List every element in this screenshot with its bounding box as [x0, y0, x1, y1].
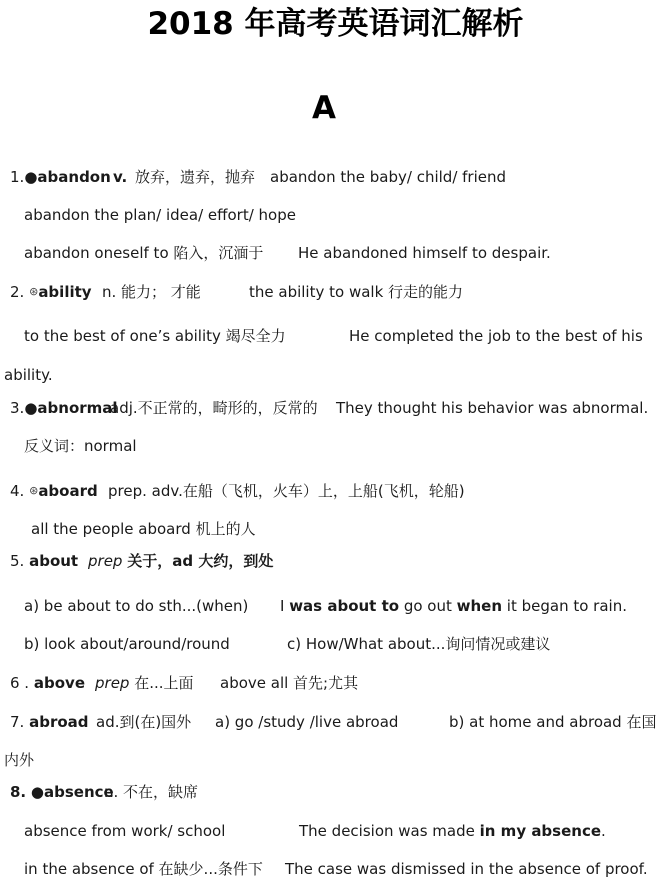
- part-of-speech: prep: [88, 552, 123, 570]
- entry-abnormal: [10, 399, 118, 417]
- antonym: 反义词：normal: [24, 437, 137, 455]
- entry-number: 6 .: [10, 674, 30, 692]
- meaning: 放弃，遗弃，抛弃: [135, 168, 256, 186]
- meaning: ad.到(在)国外: [96, 713, 192, 731]
- entry-above: [10, 674, 85, 692]
- headword: aboard: [38, 482, 98, 500]
- example-sentence: [299, 822, 606, 840]
- headword: abandon: [37, 168, 111, 186]
- usage-c: c) How/What about...询问情况或建议: [287, 635, 551, 653]
- meaning: prep. adv.在船（飞机，火车）上，上船(飞机，轮船): [108, 482, 465, 500]
- sentence-emphasis: in my absence: [479, 822, 602, 840]
- entry-number: 3.: [10, 399, 25, 417]
- phrase: above all 首先;尤其: [220, 674, 359, 692]
- headword: about: [29, 552, 79, 570]
- entry-number: 5.: [10, 552, 25, 570]
- meaning: adj.不正常的，畸形的，反常的: [110, 399, 318, 417]
- usage-a: a) go /study /live abroad: [215, 713, 399, 731]
- usage-b: b) look about/around/round: [24, 635, 230, 653]
- entry-ability: [10, 283, 92, 301]
- example-sentence: He completed the job to the best of his: [349, 327, 643, 345]
- entry-abroad: [10, 713, 89, 731]
- entry-about: [10, 552, 78, 570]
- meaning-text: 在...上面: [134, 674, 194, 692]
- bullet-icon: ●: [30, 783, 45, 801]
- phrase: in the absence of 在缺少...条件下: [24, 860, 263, 878]
- usage-b-cont: 内外: [4, 751, 35, 769]
- entry-number: 8.: [10, 783, 27, 801]
- example: abandon the plan/ idea/ effort/ hope: [24, 206, 296, 224]
- example-sentence: [280, 597, 627, 615]
- sentence-part: go out: [399, 597, 457, 615]
- sentence-part: The decision was made: [299, 822, 480, 840]
- headword: abnormal: [37, 399, 118, 417]
- phrase: abandon oneself to 陷入，沉湎于: [24, 244, 264, 262]
- bullet-icon: ●: [24, 399, 38, 417]
- sentence-part: it began to rain.: [502, 597, 627, 615]
- sentence-emphasis: when: [456, 597, 503, 615]
- part-of-speech: prep: [95, 674, 130, 692]
- meaning-text: 关于，ad 大约，到处: [127, 552, 274, 570]
- entry-absence: [10, 783, 114, 801]
- example: absence from work/ school: [24, 822, 226, 840]
- entry-abandon: [10, 168, 111, 186]
- entry-number: 4.: [10, 482, 25, 500]
- usage-a: a) be about to do sth...(when): [24, 597, 249, 615]
- part-of-speech: v.: [113, 168, 128, 186]
- meaning: n. 能力； 才能: [102, 283, 201, 301]
- sentence-part: I: [280, 597, 290, 615]
- sentence-part: .: [601, 822, 606, 840]
- bullet-icon: ⊛: [29, 285, 39, 298]
- sentence-emphasis: was about to: [289, 597, 400, 615]
- entry-aboard: [10, 482, 98, 500]
- entry-number: 7.: [10, 713, 25, 731]
- example: abandon the baby/ child/ friend: [270, 168, 507, 186]
- meaning: [95, 674, 194, 692]
- headword: above: [33, 674, 85, 692]
- headword: abroad: [29, 713, 89, 731]
- bullet-icon: ●: [24, 168, 38, 186]
- bullet-icon: ⊛: [29, 484, 39, 497]
- section-letter: A: [312, 90, 336, 126]
- page-title: 2018 年高考英语词汇解析: [147, 6, 524, 42]
- headword: absence: [44, 783, 114, 801]
- example-sentence-cont: ability.: [4, 366, 53, 384]
- entry-number: 2.: [10, 283, 25, 301]
- meaning: [88, 552, 273, 570]
- example: all the people aboard 机上的人: [31, 520, 256, 538]
- meaning: n. 不在，缺席: [104, 783, 199, 801]
- entry-number: 1.: [10, 168, 25, 186]
- example-sentence: The case was dismissed in the absence of proof.: [285, 860, 648, 878]
- example-sentence: He abandoned himself to despair.: [298, 244, 551, 262]
- usage-b: b) at home and abroad 在国: [449, 713, 657, 731]
- phrase: to the best of one’s ability 竭尽全力: [24, 327, 286, 345]
- example-sentence: They thought his behavior was abnormal.: [336, 399, 649, 417]
- headword: ability: [38, 283, 92, 301]
- example: the ability to walk 行走的能力: [249, 283, 464, 301]
